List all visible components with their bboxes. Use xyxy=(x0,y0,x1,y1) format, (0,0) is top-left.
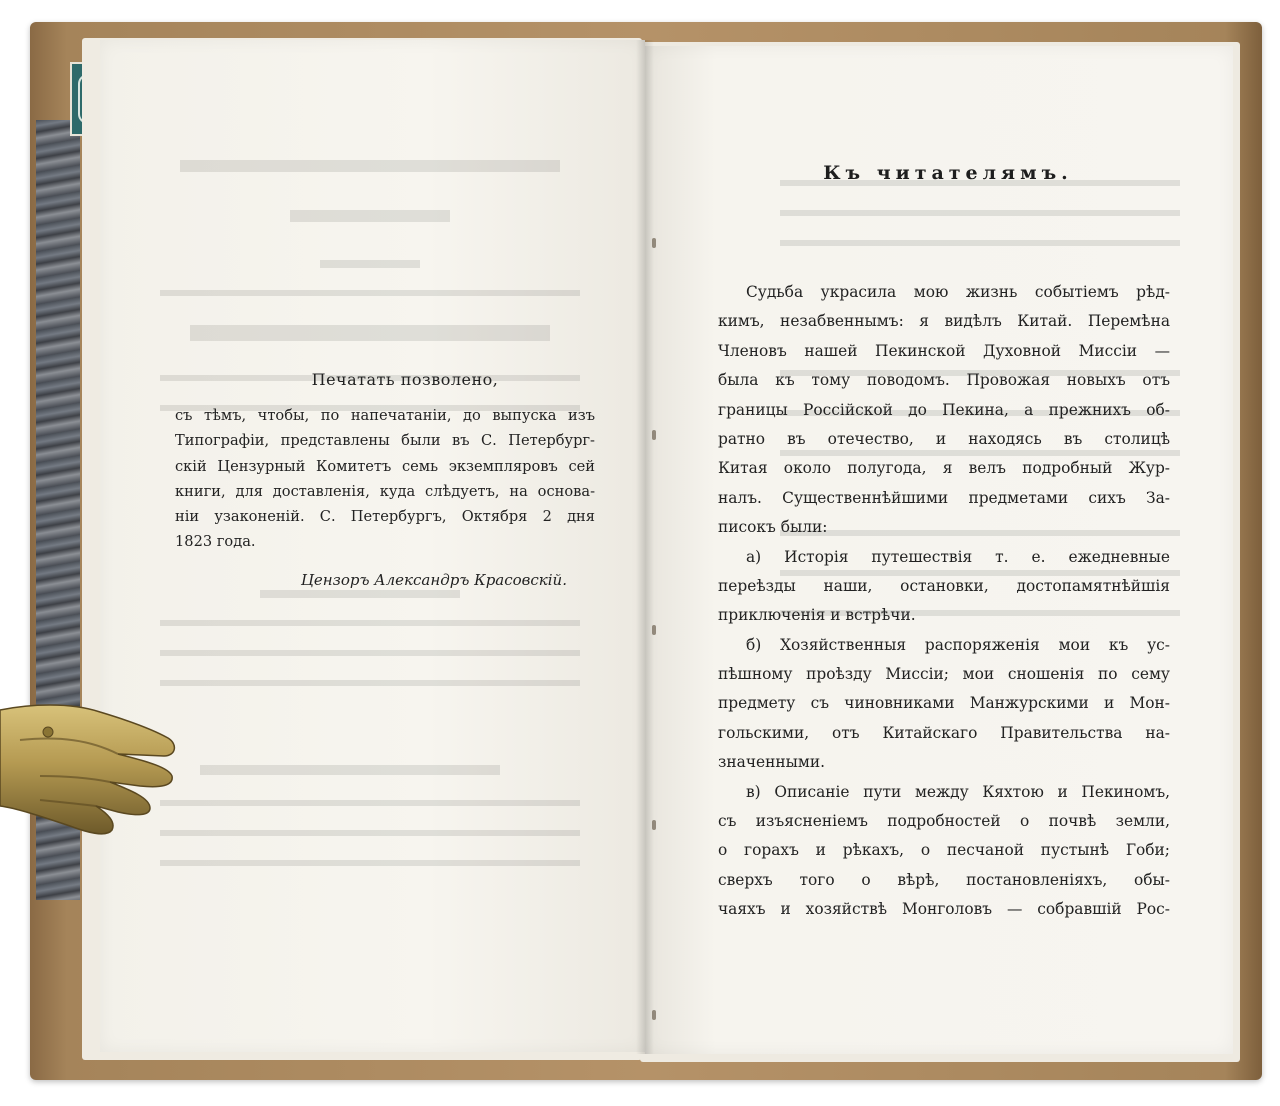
permission-line: съ тѣмъ, чтобы, по напечатаніи, до выпуска изъ xyxy=(175,407,595,424)
text-line: съ изъясненіемъ подробностей о почвѣ земли, xyxy=(718,812,1170,831)
text-line: о горахъ и рѣкахъ, о песчаной пустынѣ Гоби; xyxy=(718,841,1170,860)
text-line: кимъ, незабвеннымъ: я видѣлъ Китай. Перемѣна xyxy=(718,312,1170,331)
text-line: значенными. xyxy=(718,753,825,772)
text-line: Судьба украсила мою жизнь событіемъ рѣд- xyxy=(746,283,1170,301)
text-line: налъ. Существеннѣйшими предметами сихъ За- xyxy=(718,488,1170,507)
text-line: была къ тому поводомъ. Провожая новыхъ отъ xyxy=(718,371,1170,390)
censor-signature: Цензоръ Александръ Красовскій. xyxy=(300,570,567,589)
text-line: Членовъ нашей Пекинской Духовной Миссіи — xyxy=(718,341,1170,360)
text-line: б) Хозяйственныя распоряженія мои къ ус- xyxy=(746,635,1170,654)
text-line: чаяхъ и хозяйствѣ Монголовъ — собравшій Рос- xyxy=(718,900,1170,919)
text-line: предмету съ чиновниками Манжурскими и Мон- xyxy=(718,694,1170,713)
text-line: границы Россійской до Пекина, а прежнихъ об- xyxy=(718,400,1170,419)
text-line: Китая около полугода, я велъ подробный Жур- xyxy=(718,459,1170,478)
sewing-hole xyxy=(652,238,656,248)
permission-line: ніи узаконеній. С. Петербургъ, Октября 2 дня xyxy=(175,508,595,526)
sewing-hole xyxy=(652,1010,656,1020)
permission-line: Типографіи, представлены были въ С. Петербург- xyxy=(175,432,595,450)
permission-text xyxy=(175,403,595,555)
text-line: ратно въ отечество, и находясь въ столицѣ xyxy=(718,429,1170,448)
text-line: сверхъ того о вѣрѣ, постановленіяхъ, обы- xyxy=(718,870,1170,889)
permission-title: Печатать позволено, xyxy=(311,370,499,389)
permission-line: скій Цензурный Комитетъ семь экземпляровъ сей xyxy=(175,457,595,475)
text-line: гольскими, отъ Китайскаго Правительства на- xyxy=(718,723,1170,742)
text-line: в) Описаніе пути между Кяхтою и Пекиномъ, xyxy=(746,782,1170,801)
text-line: писокъ были: xyxy=(718,518,828,537)
book-gutter xyxy=(636,40,654,1054)
sewing-hole xyxy=(652,430,656,440)
text-line: а) Исторія путешествія т. е. ежедневные xyxy=(746,547,1170,566)
sewing-hole xyxy=(652,625,656,635)
permission-line: 1823 года. xyxy=(175,533,256,551)
censorship-permission xyxy=(175,370,595,589)
text-line: переѣзды наши, остановки, достопамятнѣйшія xyxy=(718,576,1170,595)
text-line: приключенія и встрѣчи. xyxy=(718,606,916,625)
sewing-hole xyxy=(652,820,656,830)
preface-text xyxy=(718,278,1170,925)
preface-heading: Къ читателямъ. xyxy=(823,162,1073,184)
text-line: пѣшному проѣзду Миссіи; мои сношенія по сему xyxy=(718,665,1170,684)
brass-hand-page-holder xyxy=(0,690,190,850)
permission-line: книги, для доставленія, куда слѣдуетъ, на основа- xyxy=(175,482,595,500)
